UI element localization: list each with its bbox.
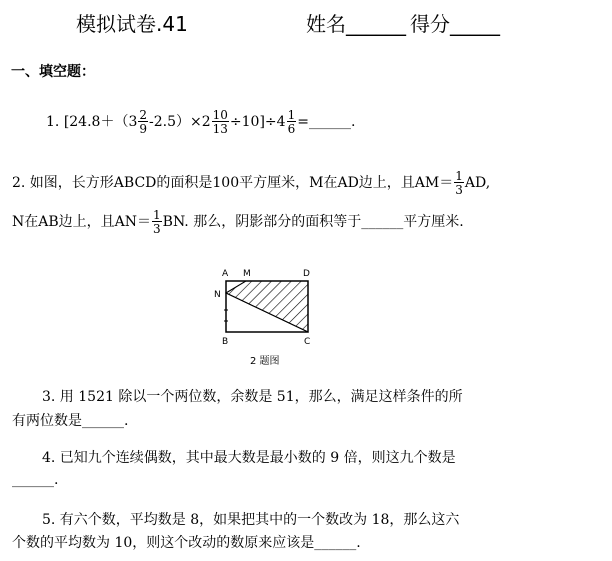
fraction-1-3-am: $\frac{1}{3}$ — [455, 169, 463, 197]
question-3-line-1: 3. 用 1521 除以一个两位数，余数是 51，那么，满足这样条件的所 — [42, 389, 463, 405]
exam-title: 模拟试卷.41 — [76, 12, 188, 36]
question-4-line-2[interactable]: ______. — [12, 472, 59, 488]
question-5-line-1: 5. 有六个数，平均数是 8，如果把其中的一个数改为 18，那么这六 — [42, 512, 460, 528]
question-1 — [46, 104, 355, 140]
question-1-mid1: -2.5）×2 — [149, 114, 211, 130]
label-b: B — [222, 337, 229, 347]
question-1-answer-blank[interactable]: =______. — [297, 114, 356, 130]
question-3-line-2[interactable]: 有两位数是______. — [12, 413, 129, 429]
question-2-tail-1: AD, — [464, 175, 491, 191]
question-2-tail-2[interactable]: BN. 那么，阴影部分的面积等于______平方厘米. — [162, 214, 464, 230]
question-2-text-1: 2. 如图，长方形ABCD的面积是100平方厘米，M在AD边上，且AM＝ — [12, 175, 454, 191]
question-2-line-2 — [12, 204, 464, 240]
question-4-line-1: 4. 已知九个连续偶数，其中最大数是最小数的 9 倍，则这九个数是 — [42, 450, 456, 466]
label-n: N — [214, 290, 221, 300]
question-1-open: [24.8＋（3 — [63, 114, 138, 130]
label-a: A — [222, 269, 229, 279]
fraction-1-3-an: $\frac{1}{3}$ — [153, 208, 161, 236]
label-d: D — [303, 269, 310, 279]
question-2-text-2: N在AB边上，且AN＝ — [12, 214, 152, 230]
question-5-line-2[interactable]: 个数的平均数为 10，则这个改动的数原来应该是______. — [12, 535, 361, 551]
section-title: 一、填空题： — [11, 64, 95, 80]
question-1-number: 1. — [46, 114, 60, 130]
name-field[interactable]: 姓名______ — [306, 12, 406, 36]
fraction-10-13: $\frac{10}{13}$ — [212, 108, 228, 136]
rectangle-figure — [210, 263, 340, 368]
label-c: C — [304, 337, 311, 347]
score-field[interactable]: 得分_____ — [410, 12, 500, 36]
label-m: M — [243, 269, 251, 279]
shaded-region — [226, 281, 308, 332]
question-1-mid2: ÷10]÷4 — [229, 114, 286, 130]
figure-caption: 2 题图 — [250, 356, 280, 367]
fraction-1-6: $\frac{1}{6}$ — [287, 108, 296, 136]
fraction-2-9: $\frac{2}{9}$ — [139, 108, 147, 136]
question-2-line-1 — [12, 165, 490, 201]
